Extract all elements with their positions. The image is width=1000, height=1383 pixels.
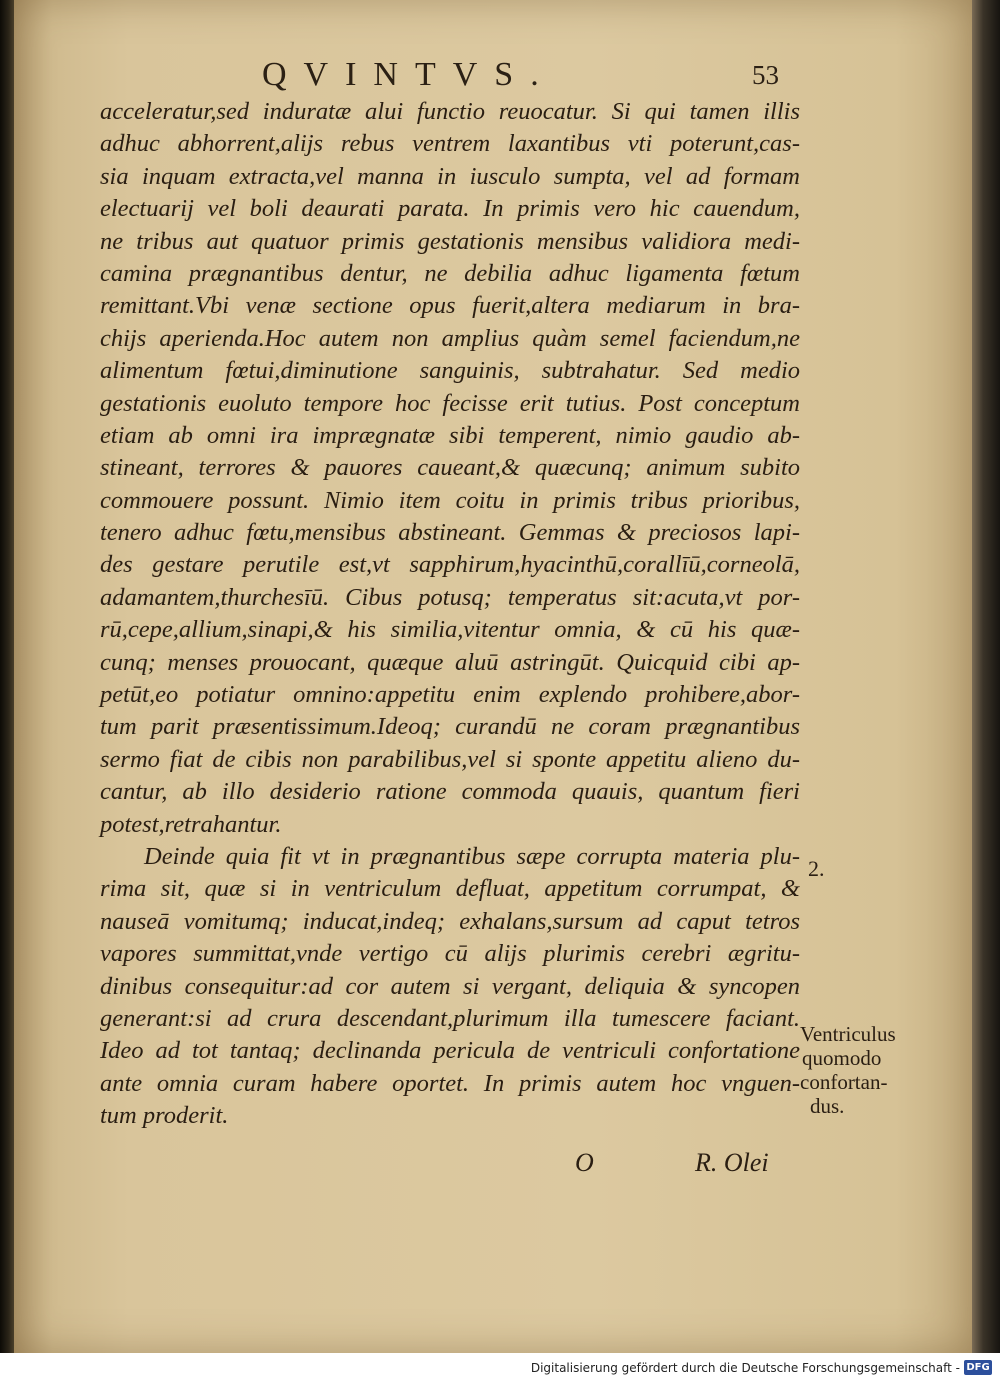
text-line: des gestare perutile est,vt sapphirum,hyacinthū,corallīū,corneolā, bbox=[100, 551, 800, 579]
page-number: 53 bbox=[752, 60, 779, 90]
text-line: adamantem,thurchesīū. Cibus potusq; temperatus sit:acuta,vt por- bbox=[100, 583, 800, 611]
text-line: stineant, terrores & pauores caueant,& quæcunq; animum subito bbox=[100, 454, 800, 482]
text-line: chijs aperienda.Hoc autem non amplius quàm semel faciendum,ne bbox=[100, 324, 800, 352]
text-line: petūt,eo potiatur omnino:appetitu enim explendo prohibere,abor- bbox=[100, 681, 800, 709]
text-line: generant:si ad crura descendant,plurimum illa tumescere faciant. bbox=[100, 1004, 800, 1032]
text-line: dinibus consequitur:ad cor autem si vergant, deliquia & syncopen bbox=[100, 972, 800, 1000]
catchwords bbox=[575, 1148, 805, 1184]
text-line: gestationis euoluto tempore hoc fecisse erit tutius. Post conceptum bbox=[100, 389, 800, 417]
text-line: commouere possunt. Nimio item coitu in primis tribus prioribus, bbox=[100, 486, 800, 514]
text-line: adhuc abhorrent,alijs rebus ventrem laxantibus vti poterunt,cas- bbox=[100, 130, 800, 158]
text-line: tum parit præsentissimum.Ideoq; curandū ne coram prægnantibus bbox=[100, 713, 800, 741]
text-line: tum proderit. bbox=[100, 1102, 229, 1130]
text-line: rima sit, quæ si in ventriculum defluat, appetitum corrumpat, & bbox=[100, 875, 800, 903]
text-line: cunq; menses prouocant, quæque aluū astringūt. Quicquid cibi ap- bbox=[100, 648, 800, 676]
catchword: R. Olei bbox=[695, 1148, 769, 1177]
text-line: etiam ab omni ira imprægnatæ sibi temperent, nimio gaudio ab- bbox=[100, 421, 800, 449]
page-edge-shadow bbox=[972, 0, 1000, 1353]
marginal-note bbox=[800, 1022, 930, 1118]
scan-left-shadow bbox=[0, 0, 14, 1353]
text-line: acceleratur,sed induratæ alui functio reuocatur. Si qui tamen illis bbox=[100, 98, 800, 125]
text-line: Deinde quia fit vt in prægnantibus sæpe corrupta materia plu- bbox=[144, 842, 800, 870]
footer-bar bbox=[0, 1353, 1000, 1383]
text-line: sia inquam extracta,vel manna in iusculo sumpta, vel ad formam bbox=[100, 162, 800, 190]
signature-mark: O bbox=[575, 1148, 594, 1177]
text-line: tenero adhuc fœtu,mensibus abstineant. Gemmas & preciosos lapi- bbox=[100, 519, 800, 547]
text-line: camina prægnantibus dentur, ne debilia adhuc ligamenta fœtum bbox=[100, 259, 800, 287]
running-title: QVINTVS. bbox=[262, 56, 556, 93]
text-line: remittant.Vbi venæ sectione opus fuerit,altera mediarum in bra- bbox=[100, 292, 800, 320]
paragraph-number: 2. bbox=[808, 856, 825, 881]
funding-credit: Digitalisierung gefördert durch die Deutsche Forschungsgemeinschaft - bbox=[530, 1361, 960, 1375]
text-line: vapores summittat,vnde vertigo cū alijs plurimis cerebri ægritu- bbox=[100, 940, 800, 968]
marginal-line: quomodo bbox=[802, 1046, 882, 1070]
text-line: sermo fiat de cibis non parabilibus,vel si sponte appetitu alieno du- bbox=[100, 745, 800, 773]
dfg-logo: DFG bbox=[964, 1360, 992, 1375]
body-text bbox=[100, 96, 800, 1133]
text-line: ante omnia curam habere oportet. In primis autem hoc vnguen- bbox=[100, 1069, 800, 1097]
text-line: cantur, ab illo desiderio ratione commoda quauis, quantum fieri bbox=[100, 778, 800, 806]
text-line: rū,cepe,allium,sinapi,& his similia,vitentur omnia, & cū his quæ- bbox=[100, 616, 800, 644]
text-line: Ideo ad tot tantaq; declinanda pericula de ventriculi confortatione bbox=[100, 1037, 800, 1065]
marginal-line: Ventriculus bbox=[800, 1022, 896, 1046]
marginal-line: confortan- bbox=[800, 1070, 888, 1094]
text-line: nauseā vomitumq; inducat,indeq; exhalans,sursum ad caput tetros bbox=[100, 907, 800, 935]
text-line: alimentum fœtui,diminutione sanguinis, subtrahatur. Sed medio bbox=[100, 357, 800, 385]
text-line: ne tribus aut quatuor primis gestationis mensibus validiora medi- bbox=[100, 227, 800, 255]
text-line: potest,retrahantur. bbox=[100, 810, 282, 838]
text-line: electuarij vel boli deaurati parata. In primis vero hic cauendum, bbox=[100, 195, 800, 223]
page-header bbox=[262, 56, 802, 96]
marginal-line: dus. bbox=[810, 1094, 845, 1118]
